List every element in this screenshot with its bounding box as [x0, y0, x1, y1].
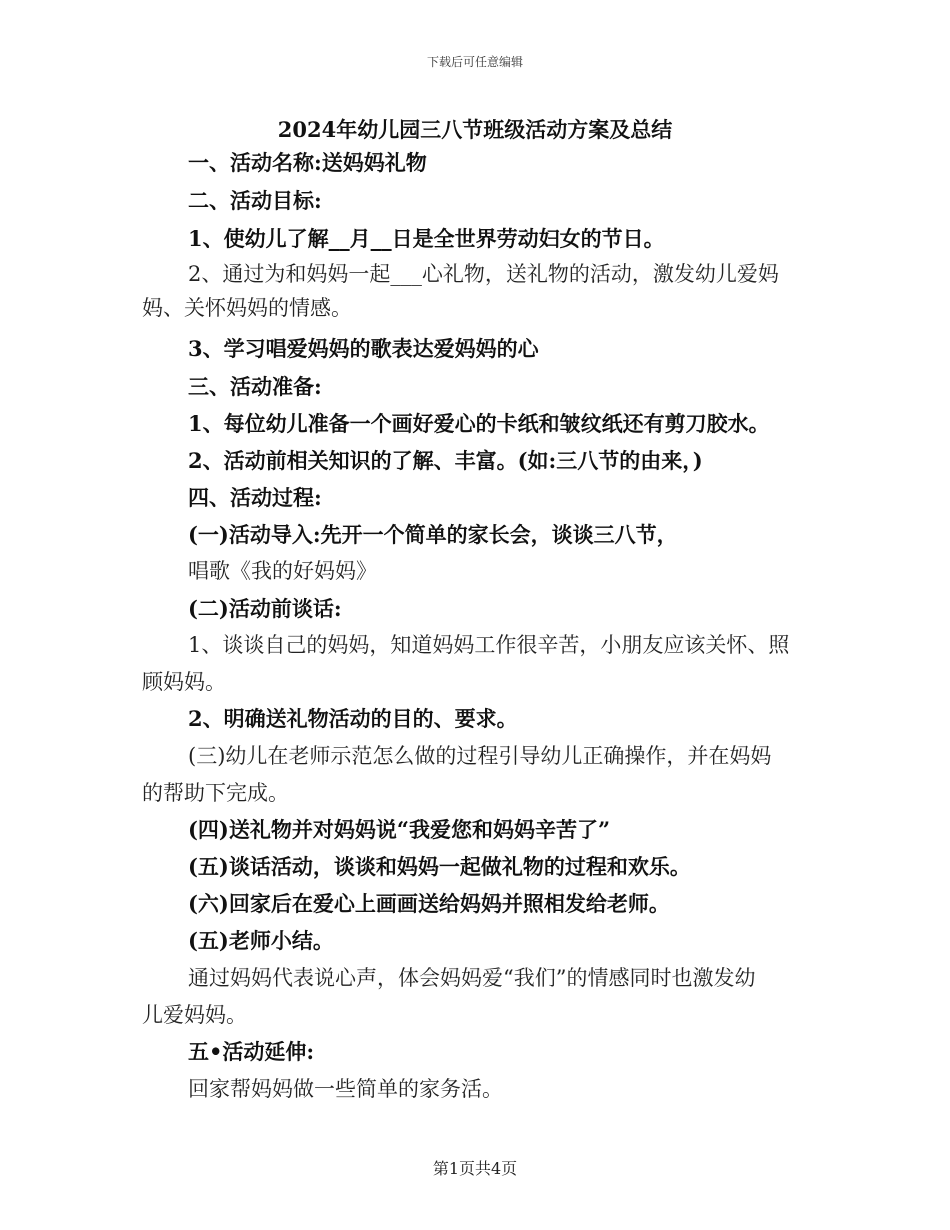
summary-text-line-2: 儿爱妈妈。	[142, 1003, 247, 1027]
preparation-item-1: 1、每位幼儿准备一个画好爱心的卡纸和皱纹纸还有剪刀胶水。	[188, 411, 770, 436]
process-step-4: (四)送礼物并对妈妈说“我爱您和妈妈辛苦了”	[188, 817, 611, 842]
process-step-2-item-1-line-2: 顾妈妈。	[142, 670, 226, 694]
process-step-3-line-1: (三)幼儿在老师示范怎么做的过程引导幼儿正确操作，并在妈妈	[188, 744, 772, 768]
extension-text: 回家帮妈妈做一些简单的家务活。	[188, 1077, 503, 1101]
process-step-1-song: 唱歌《我的好妈妈》	[188, 559, 377, 583]
process-step-1: (一)活动导入:先开一个简单的家长会，谈谈三八节，	[188, 522, 678, 547]
goal-item-3: 3、学习唱爱妈妈的歌表达爱妈妈的心	[188, 336, 539, 361]
document-title: 2024年幼儿园三八节班级活动方案及总结	[277, 117, 673, 142]
summary-text-line-1: 通过妈妈代表说心声，体会妈妈爱“我们”的情感同时也激发幼	[188, 966, 756, 990]
section-heading-process: 四、活动过程:	[188, 485, 322, 510]
goal-item-1: 1、使幼儿了解__月__日是全世界劳动妇女的节日。	[188, 226, 665, 251]
process-step-3-line-2: 的帮助下完成。	[142, 781, 289, 805]
process-step-6: (六)回家后在爱心上画画送给妈妈并照相发给老师。	[188, 891, 670, 916]
goal-item-2-line-2: 妈、关怀妈妈的情感。	[142, 296, 352, 320]
process-step-5: (五)谈话活动，谈谈和妈妈一起做礼物的过程和欢乐。	[188, 854, 691, 879]
preparation-item-2: 2、活动前相关知识的了解、丰富。(如:三八节的由来，)	[188, 448, 703, 473]
page-number: 第1页共4页	[432, 1159, 518, 1178]
download-note: 下载后可任意编辑	[426, 55, 523, 69]
section-heading-preparation: 三、活动准备:	[188, 374, 322, 399]
process-step-2-item-1-line-1: 1、谈谈自己的妈妈，知道妈妈工作很辛苦，小朋友应该关怀、照	[188, 633, 790, 657]
goal-item-2-line-1: 2、通过为和妈妈一起___心礼物，送礼物的活动，激发幼儿爱妈	[188, 262, 779, 286]
section-heading-name: 一、活动名称:送妈妈礼物	[188, 150, 427, 175]
process-step-2: (二)活动前谈话:	[188, 596, 342, 621]
process-step-2-item-2: 2、明确送礼物活动的目的、要求。	[188, 706, 518, 731]
process-step-summary: (五)老师小结。	[188, 928, 334, 953]
section-heading-extension: 五•活动延伸:	[188, 1039, 315, 1064]
section-heading-goals: 二、活动目标:	[188, 188, 322, 213]
